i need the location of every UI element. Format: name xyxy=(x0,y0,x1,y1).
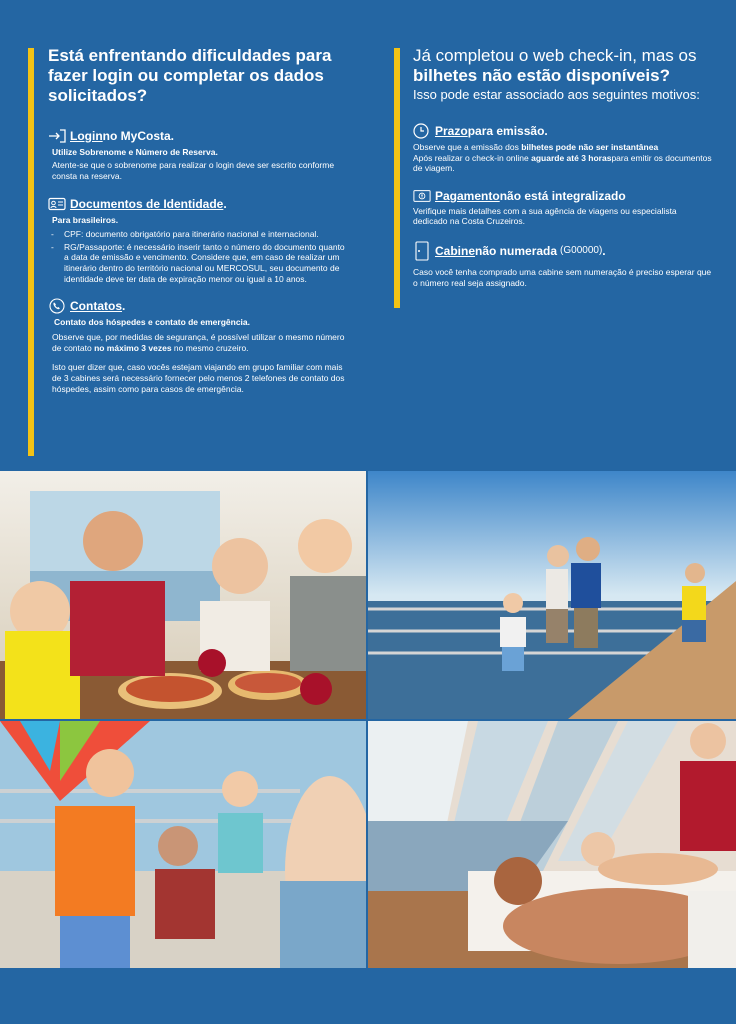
left-heading-bold-1: fazer login xyxy=(48,66,134,85)
cabin-door-icon xyxy=(413,241,431,261)
photo-family-deck xyxy=(368,471,736,719)
cabine-title-rest: não numerada xyxy=(475,243,558,258)
left-heading xyxy=(48,46,348,106)
docs-section xyxy=(48,196,348,284)
prazo-text-2: Após realizar o check-in online xyxy=(413,152,532,163)
prazo-section xyxy=(413,123,713,174)
contacts-title xyxy=(48,298,348,314)
photo-family-pizza xyxy=(0,471,366,719)
clock-icon xyxy=(413,124,431,138)
docs-title-link[interactable]: Documentos de Identidade xyxy=(70,197,224,212)
login-text: Atente-se que o sobrenome para realizar o login deve ser escrito conforme consta na reserva. xyxy=(52,160,335,181)
contacts-text-1-pre: Observe que, por medidas de segurança, é possível utilizar o mesmo número de contato xyxy=(52,332,345,353)
right-heading-bold: bilhetes não estão disponíveis? xyxy=(413,66,670,85)
login-instruction: Utilize Sobrenome e Número de Reserva. xyxy=(52,147,218,157)
contacts-text-1-bold: no máximo 3 vezes xyxy=(94,342,172,353)
left-heading-mid: ou xyxy=(133,66,164,85)
contacts-title-link[interactable]: Contatos xyxy=(70,299,122,314)
cabine-section xyxy=(413,241,713,288)
docs-title-rest: . xyxy=(223,197,227,212)
contacts-title-rest: . xyxy=(122,299,126,314)
pagamento-title-link[interactable]: Pagamento xyxy=(435,188,500,203)
list-item: - RG/Passaporte: é necessário inserir tanto o número do documento quanto a data de emissão e vencimento. Considere que, em caso de realizar um itinerário dentro do território nacional ou MERCOSUL, seu documento de identidade deve ter data de expiração menor ou igual a 10 anos. xyxy=(48,242,348,284)
cabine-title-dot: . xyxy=(602,243,606,258)
right-heading xyxy=(413,46,713,86)
pagamento-section xyxy=(413,188,713,227)
docs-list xyxy=(48,229,348,284)
right-heading-text: Já completou o web check-in, mas os xyxy=(413,46,697,65)
right-column xyxy=(413,46,713,288)
photo-kids-beach xyxy=(0,721,366,968)
contacts-section xyxy=(48,298,348,394)
left-heading-text: Está enfrentando dificuldades para xyxy=(48,46,332,65)
photo-spa-massage xyxy=(368,721,736,968)
contacts-text-1 xyxy=(52,332,348,353)
login-arrow-icon xyxy=(48,129,66,143)
cabine-code: (G00000) xyxy=(560,244,603,256)
login-title-rest: no MyCosta. xyxy=(102,129,174,143)
cabine-title xyxy=(413,241,713,261)
login-section xyxy=(48,128,348,181)
prazo-text-3: para emitir os documentos de viagem. xyxy=(413,152,712,174)
prazo-title-link[interactable]: Prazo xyxy=(435,124,468,138)
prazo-text-2-bold: aguarde até 3 horas xyxy=(531,152,612,163)
left-heading-bold-2: completar os dados solicitados? xyxy=(48,66,324,105)
right-subheading: Isso pode estar associado aos seguintes motivos: xyxy=(413,87,700,102)
contacts-instruction: Contato dos hóspedes e contato de emergência. xyxy=(54,317,251,328)
docs-title xyxy=(48,196,348,212)
list-item: - CPF: documento obrigatório para itinerário nacional e internacional. xyxy=(48,229,348,240)
prazo-text-1-bold: bilhetes pode não ser instantânea xyxy=(521,142,659,152)
cabine-title-link[interactable]: Cabine xyxy=(435,243,476,258)
pagamento-title-rest: não está integralizado xyxy=(499,188,626,203)
prazo-title xyxy=(413,123,713,139)
right-accent-bar xyxy=(394,48,400,308)
phone-icon xyxy=(48,299,66,313)
left-accent-bar xyxy=(28,48,34,456)
left-column xyxy=(48,46,348,394)
pagamento-text: Verifique mais detalhes com a sua agência de viagens ou especialista dedicado na Costa Cruzeiros. xyxy=(413,205,677,227)
prazo-text-1: Observe que a emissão dos xyxy=(413,142,522,152)
contacts-text-1-post: no mesmo cruzeiro. xyxy=(171,342,249,353)
id-card-icon xyxy=(48,197,66,211)
docs-instruction: Para brasileiros. xyxy=(52,215,119,226)
contacts-text-2: Isto quer dizer que, caso vocês estejam viajando em grupo familiar com mais de 3 cabines será necessário fornecer pelo menos 2 telefones de contato dos hóspedes, assim como para casos de emergência. xyxy=(52,362,345,394)
login-title xyxy=(48,128,348,144)
pagamento-title xyxy=(413,188,713,204)
prazo-text xyxy=(413,142,713,174)
prazo-title-rest: para emissão. xyxy=(467,124,548,138)
login-title-link[interactable]: Login xyxy=(70,129,103,143)
cabine-text: Caso você tenha comprado uma cabine sem numeração é preciso esperar que o número real seja assignado. xyxy=(413,266,712,288)
payment-icon xyxy=(413,189,431,203)
